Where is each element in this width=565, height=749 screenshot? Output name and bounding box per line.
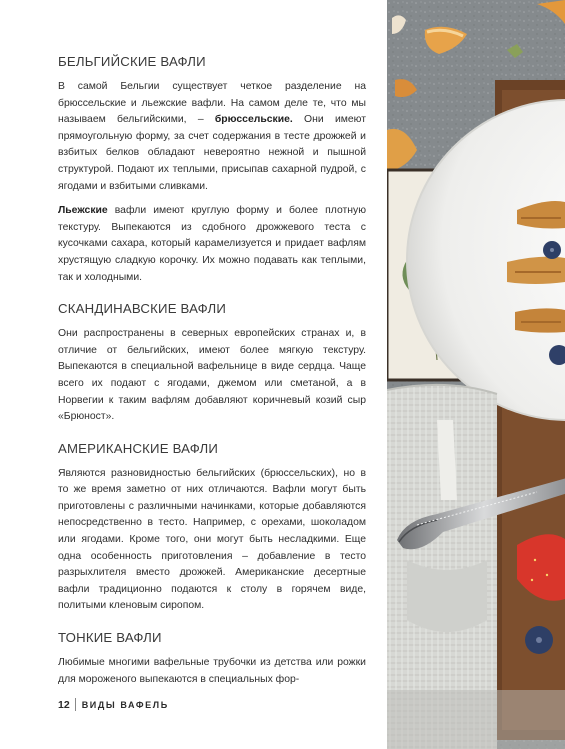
text-run: В самой Бельгии существует четкое разделение на брюссельские и льежские вафли. На самом деле те, что мы называем бельгийскими, – xyxy=(58,81,366,126)
page-footer xyxy=(58,698,169,711)
page-number: 12 xyxy=(58,698,70,711)
emphasized-term: Льежские xyxy=(58,205,108,217)
section-heading: БЕЛЬГИЙСКИЕ ВАФЛИ xyxy=(58,54,206,69)
text-run: Любимые многими вафельные трубочки из детства или рожки для мороженого выпекаются в специальных фор- xyxy=(58,657,366,685)
food-photo xyxy=(387,0,565,749)
text-run: Они имеют прямоугольную форму, за счет содержания в тесте дрожжей и взбитых белков обладают невероятно нежной и пышной структурой. Подают их теплыми, присыпав сахарной пудрой, с ягодами и взбитыми сливками. xyxy=(58,114,366,192)
body-paragraph xyxy=(58,79,366,195)
section xyxy=(58,441,366,615)
section xyxy=(58,630,366,688)
body-paragraph xyxy=(58,466,366,615)
body-paragraph xyxy=(58,326,366,426)
emphasized-term: брюссельские. xyxy=(214,114,293,126)
body-paragraph xyxy=(58,203,366,286)
section-heading: ТОНКИЕ ВАФЛИ xyxy=(58,630,162,646)
text-run: Являются разновидностью бельгийских (брюссельских), но в то же время заметно от них отличаются. Вафли могут быть приготовлены с различными начинками, которые добавляются непосредственно в тесто. Например, с орехами, шоколадом или ягодами. Кроме того, они могут быть несладкими. Еще одна особенность приготовления – добавление в тесто разрыхлителя вместо дрожжей. Американские десертные вафли традиционно подаются к столу в горячем виде, политыми кленовым сиропом. xyxy=(58,467,366,612)
footer-divider xyxy=(75,698,76,711)
section xyxy=(58,54,366,286)
section xyxy=(58,301,366,426)
section-heading: АМЕРИКАНСКИЕ ВАФЛИ xyxy=(58,440,219,456)
article-content xyxy=(58,54,366,703)
body-paragraph xyxy=(58,655,366,688)
text-run: вафли имеют круглую форму и более плотную текстуру. Выпекаются из сдобного дрожжевого теста с кусочками сахара, который карамелизуется и придает вафлям хрустящую сладкую корочку. Их можно подавать как теплыми, так и холодными. xyxy=(58,205,366,283)
chapter-title: ВИДЫ ВАФЕЛЬ xyxy=(81,699,169,710)
section-heading: СКАНДИНАВСКИЕ ВАФЛИ xyxy=(58,301,226,317)
food-photo-illustration xyxy=(387,0,565,749)
text-run: Они распространены в северных европейских странах и, в отличие от бельгийских, имеют более мягкую текстуру. Выпекаются в специальной вафельнице в виде сердца. Чаще всего их подают с ягодами, джемом или сметаной, а в Норвегии к таким вафлям добавляют коричневый козий сыр «Брюност». xyxy=(58,328,366,423)
